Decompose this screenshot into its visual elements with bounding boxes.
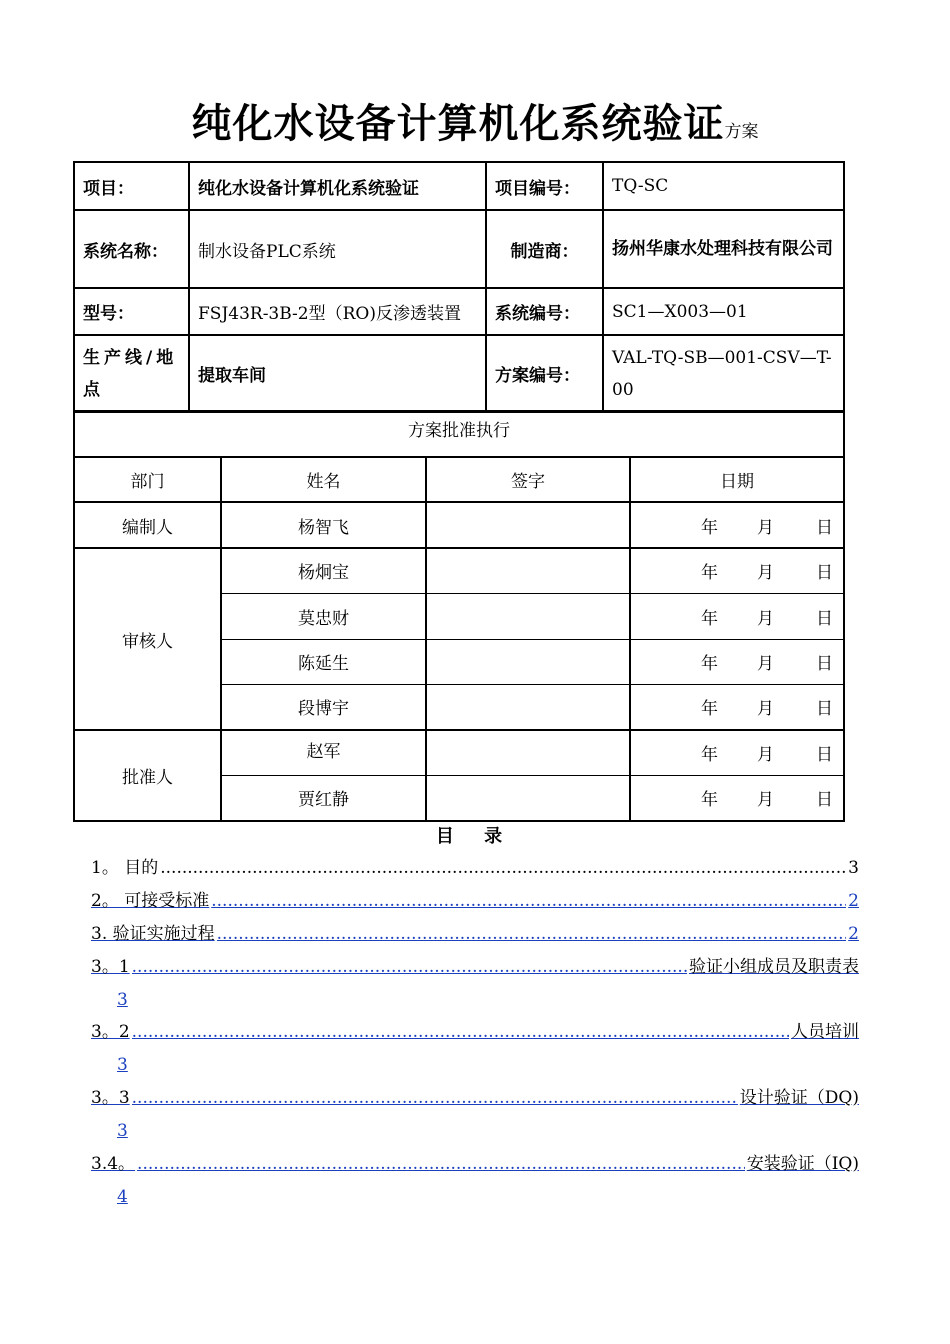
project-no-value: TQ-SC [603, 162, 844, 210]
dept-cell: 审核人 [74, 548, 221, 730]
toc-item-iq[interactable]: 3.4。 ..... 安装验证（IQ) [91, 1152, 859, 1176]
toc-page-iq[interactable]: 4 [117, 1187, 128, 1207]
name-cell: 段博宇 [221, 684, 426, 730]
scheme-no-label: 方案编号： [486, 335, 603, 412]
project-label: 项目： [74, 162, 189, 210]
manufacturer-value: 扬州华康水处理科技有限公司 [603, 210, 844, 288]
dept-cell: 批准人 [74, 730, 221, 821]
system-name-value: 制水设备PLC系统 [189, 210, 486, 288]
header-dept: 部门 [74, 457, 221, 502]
line-value: 提取车间 [189, 335, 486, 412]
toc-title: 目 录 [435, 826, 515, 847]
date-cell: 年 月 日 [630, 548, 844, 593]
toc-page-training[interactable]: 3 [117, 1055, 128, 1075]
manufacturer-label: 制造商： [486, 210, 603, 288]
header-name: 姓名 [221, 457, 426, 502]
toc-item-team-members[interactable]: 3。1 ..... 验证小组成员及职责表 [91, 955, 859, 979]
toc-item-acceptance-criteria[interactable]: 2。 可接受标准 ..... 2 [91, 889, 859, 913]
toc-item-purpose[interactable]: 1。 目的 ..... 3 [91, 856, 859, 880]
system-no-label: 系统编号： [486, 288, 603, 335]
toc-page-dq[interactable]: 3 [117, 1121, 128, 1141]
table-of-contents [91, 0, 859, 1344]
system-name-label: 系统名称： [74, 210, 189, 288]
system-no-value: SC1—X003—01 [603, 288, 844, 335]
toc-item-dq[interactable]: 3。3 ..... 设计验证（DQ) [91, 1086, 859, 1110]
toc-page-team-members[interactable]: 3 [117, 990, 128, 1010]
name-cell: 杨炯宝 [221, 548, 426, 593]
date-cell: 年 月 日 [630, 502, 844, 548]
title-main: 纯化水设备计算机化系统验证 [191, 101, 725, 147]
scheme-no-value: VAL-TQ-SB—001-CSV—T-00 [603, 335, 844, 412]
name-cell: 赵军 [221, 730, 426, 775]
name-cell: 陈延生 [221, 639, 426, 684]
project-no-label: 项目编号： [486, 162, 603, 210]
header-date: 日期 [630, 457, 844, 502]
toc-item-validation-process[interactable]: 3. 验证实施过程 ..... 2 [91, 922, 859, 946]
title-suffix: 方案 [724, 122, 759, 142]
date-cell: 年 月 日 [630, 684, 844, 730]
header-signature: 签字 [426, 457, 630, 502]
project-value: 纯化水设备计算机化系统验证 [189, 162, 486, 210]
line-label: 生产线/地点 [74, 335, 189, 412]
approval-heading: 方案批准执行 [74, 411, 844, 457]
date-cell: 年 月 日 [630, 730, 844, 775]
name-cell: 莫忠财 [221, 593, 426, 639]
date-cell: 年 月 日 [630, 775, 844, 821]
name-cell: 杨智飞 [221, 502, 426, 548]
toc-item-training[interactable]: 3。2 ..... 人员培训 [91, 1020, 859, 1044]
model-value: FSJ43R-3B-2型（RO)反渗透装置 [189, 288, 486, 335]
date-cell: 年 月 日 [630, 639, 844, 684]
model-label: 型号： [74, 288, 189, 335]
date-cell: 年 月 日 [630, 593, 844, 639]
dept-cell: 编制人 [74, 502, 221, 548]
name-cell: 贾红静 [221, 775, 426, 821]
